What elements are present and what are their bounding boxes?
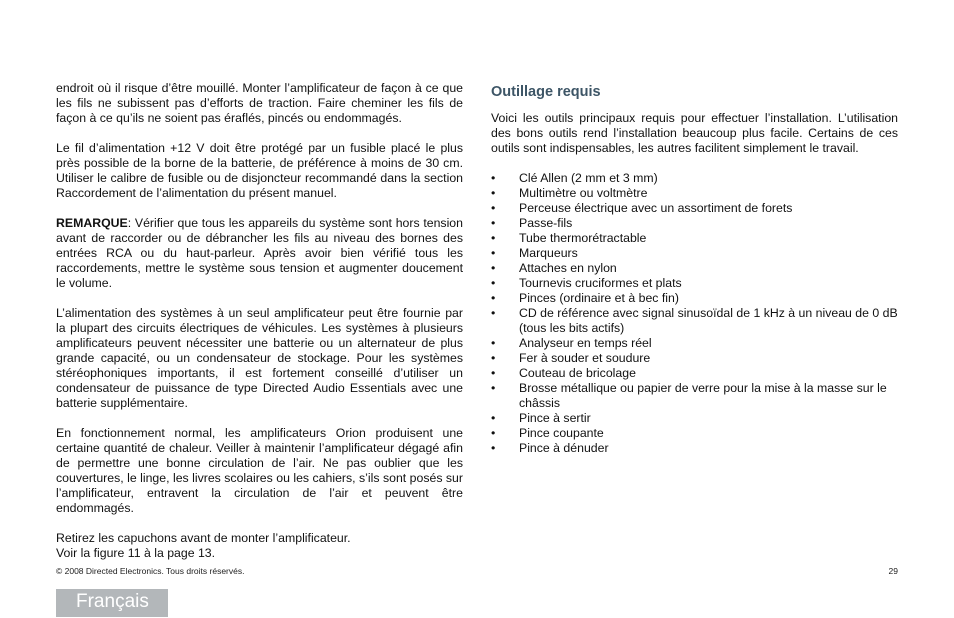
- tool-label: Brosse métallique ou papier de verre pour la mise à la masse sur le châssis: [519, 381, 887, 410]
- tool-label: Pince coupante: [519, 426, 604, 440]
- bullet-icon: •: [491, 351, 496, 365]
- bullet-icon: •: [491, 246, 496, 260]
- tool-label: Multimètre ou voltmètre: [519, 186, 648, 200]
- tool-label: Pince à dénuder: [519, 441, 609, 455]
- tool-list-item: [491, 381, 898, 411]
- bullet-icon: •: [491, 381, 496, 395]
- tool-list-item: [491, 336, 898, 351]
- tool-label: CD de référence avec signal sinusoïdal de 1 kHz à un niveau de 0 dB (tous les bits actifs): [519, 306, 898, 335]
- tool-label: Pince à sertir: [519, 411, 591, 425]
- bullet-icon: •: [491, 171, 496, 185]
- tool-label: Analyseur en temps réel: [519, 336, 652, 350]
- tool-label: Passe-fils: [519, 216, 573, 230]
- tool-list-item: [491, 411, 898, 426]
- tool-list-item: [491, 201, 898, 216]
- note-label: REMARQUE: [56, 216, 128, 230]
- paragraph-mounting: endroit où il risque d’être mouillé. Monter l’amplificateur de façon à ce que les fils ne subissent pas d’efforts de traction. Faire cheminer les fils de façon à ce qu’ils ne soient pas éraflés, pincés ou endommagés.: [56, 81, 463, 125]
- tool-label: Tournevis cruciformes et plats: [519, 276, 682, 290]
- section-title: Outillage requis: [491, 84, 601, 100]
- bullet-icon: •: [491, 231, 496, 245]
- right-column: [491, 81, 898, 456]
- paragraph-note: [56, 216, 463, 291]
- tool-list-item: [491, 216, 898, 231]
- tool-label: Fer à souder et soudure: [519, 351, 651, 365]
- tool-list-item: [491, 231, 898, 246]
- tool-list-item: [491, 306, 898, 336]
- tool-list-item: [491, 261, 898, 276]
- tool-list-item: [491, 426, 898, 441]
- paragraph-fuse: Le fil d’alimentation +12 V doit être protégé par un fusible placé le plus près possible de la borne de la batterie, de préférence à moins de 30 cm. Utiliser le calibre de fusible ou de disjoncteur recommandé dans la section Raccordement de l’alimentation du présent manuel.: [56, 141, 463, 200]
- bullet-icon: •: [491, 441, 496, 455]
- bullet-icon: •: [491, 186, 496, 200]
- bullet-icon: •: [491, 216, 496, 230]
- tool-list-item: [491, 441, 898, 456]
- bullet-icon: •: [491, 291, 496, 305]
- tool-label: Pinces (ordinaire et à bec fin): [519, 291, 679, 305]
- tool-label: Clé Allen (2 mm et 3 mm): [519, 171, 658, 185]
- left-column: [56, 81, 463, 561]
- tool-list: [491, 171, 898, 456]
- bullet-icon: •: [491, 261, 496, 275]
- tool-list-item: [491, 366, 898, 381]
- paragraph-caps-line2: Voir la figure 11 à la page 13.: [56, 546, 216, 560]
- tool-list-item: [491, 246, 898, 261]
- tool-label: Attaches en nylon: [519, 261, 617, 275]
- bullet-icon: •: [491, 366, 496, 380]
- tool-label: Tube thermorétractable: [519, 231, 647, 245]
- paragraph-power-supply: L’alimentation des systèmes à un seul amplificateur peut être fournie par la plupart des circuits électriques de véhicules. Les systèmes à plusieurs amplificateurs peuvent nécessiter une batterie ou un alternateur de plus grande capacité, ou un condensateur de stockage. Pour les systèmes stéréophoniques importants, il est fortement conseillé d’utiliser un condensateur de puissance de type Directed Audio Essentials avec une batterie supplémentaire.: [56, 306, 463, 410]
- tool-list-item: [491, 351, 898, 366]
- tool-label: Perceuse électrique avec un assortiment de forets: [519, 201, 793, 215]
- note-text: : Vérifier que tous les appareils du système sont hors tension avant de raccorder ou de débrancher les fils au niveau des bornes des entrées RCA ou du haut-parleur. Après avoir bien vérifié tous les raccordements, mettre le système sous tension et augmenter doucement le volume.: [56, 216, 463, 290]
- bullet-icon: •: [491, 276, 496, 290]
- paragraph-heat: En fonctionnement normal, les amplificateurs Orion produisent une certaine quantité de chaleur. Veiller à maintenir l’amplificateur dégagé afin de permettre une bonne circulation de l’air. Ne pas oublier que les couvertures, le linge, les livres scolaires ou les cahiers, s’ils sont posés sur l’amplificateur, entravent la circulation de l’air et peuvent être endommagés.: [56, 426, 463, 515]
- tool-list-item: [491, 186, 898, 201]
- paragraph-caps-line1: Retirez les capuchons avant de monter l’amplificateur.: [56, 531, 351, 545]
- language-tab: Français: [56, 589, 168, 617]
- copyright-notice: © 2008 Directed Electronics. Tous droits réservés.: [56, 566, 245, 576]
- page-number: 29: [888, 566, 898, 576]
- bullet-icon: •: [491, 306, 496, 320]
- tool-list-item: [491, 291, 898, 306]
- tool-list-item: [491, 276, 898, 291]
- bullet-icon: •: [491, 336, 496, 350]
- tool-label: Couteau de bricolage: [519, 366, 636, 380]
- bullet-icon: •: [491, 426, 496, 440]
- tool-list-item: [491, 171, 898, 186]
- tool-label: Marqueurs: [519, 246, 578, 260]
- bullet-icon: •: [491, 411, 496, 425]
- paragraph-tools-intro: Voici les outils principaux requis pour effectuer l’installation. L’utilisation des bons outils rend l’installation beaucoup plus facile. Certains de ces outils sont indispensables, les autres facilitent simplement le travail.: [491, 111, 898, 155]
- bullet-icon: •: [491, 201, 496, 215]
